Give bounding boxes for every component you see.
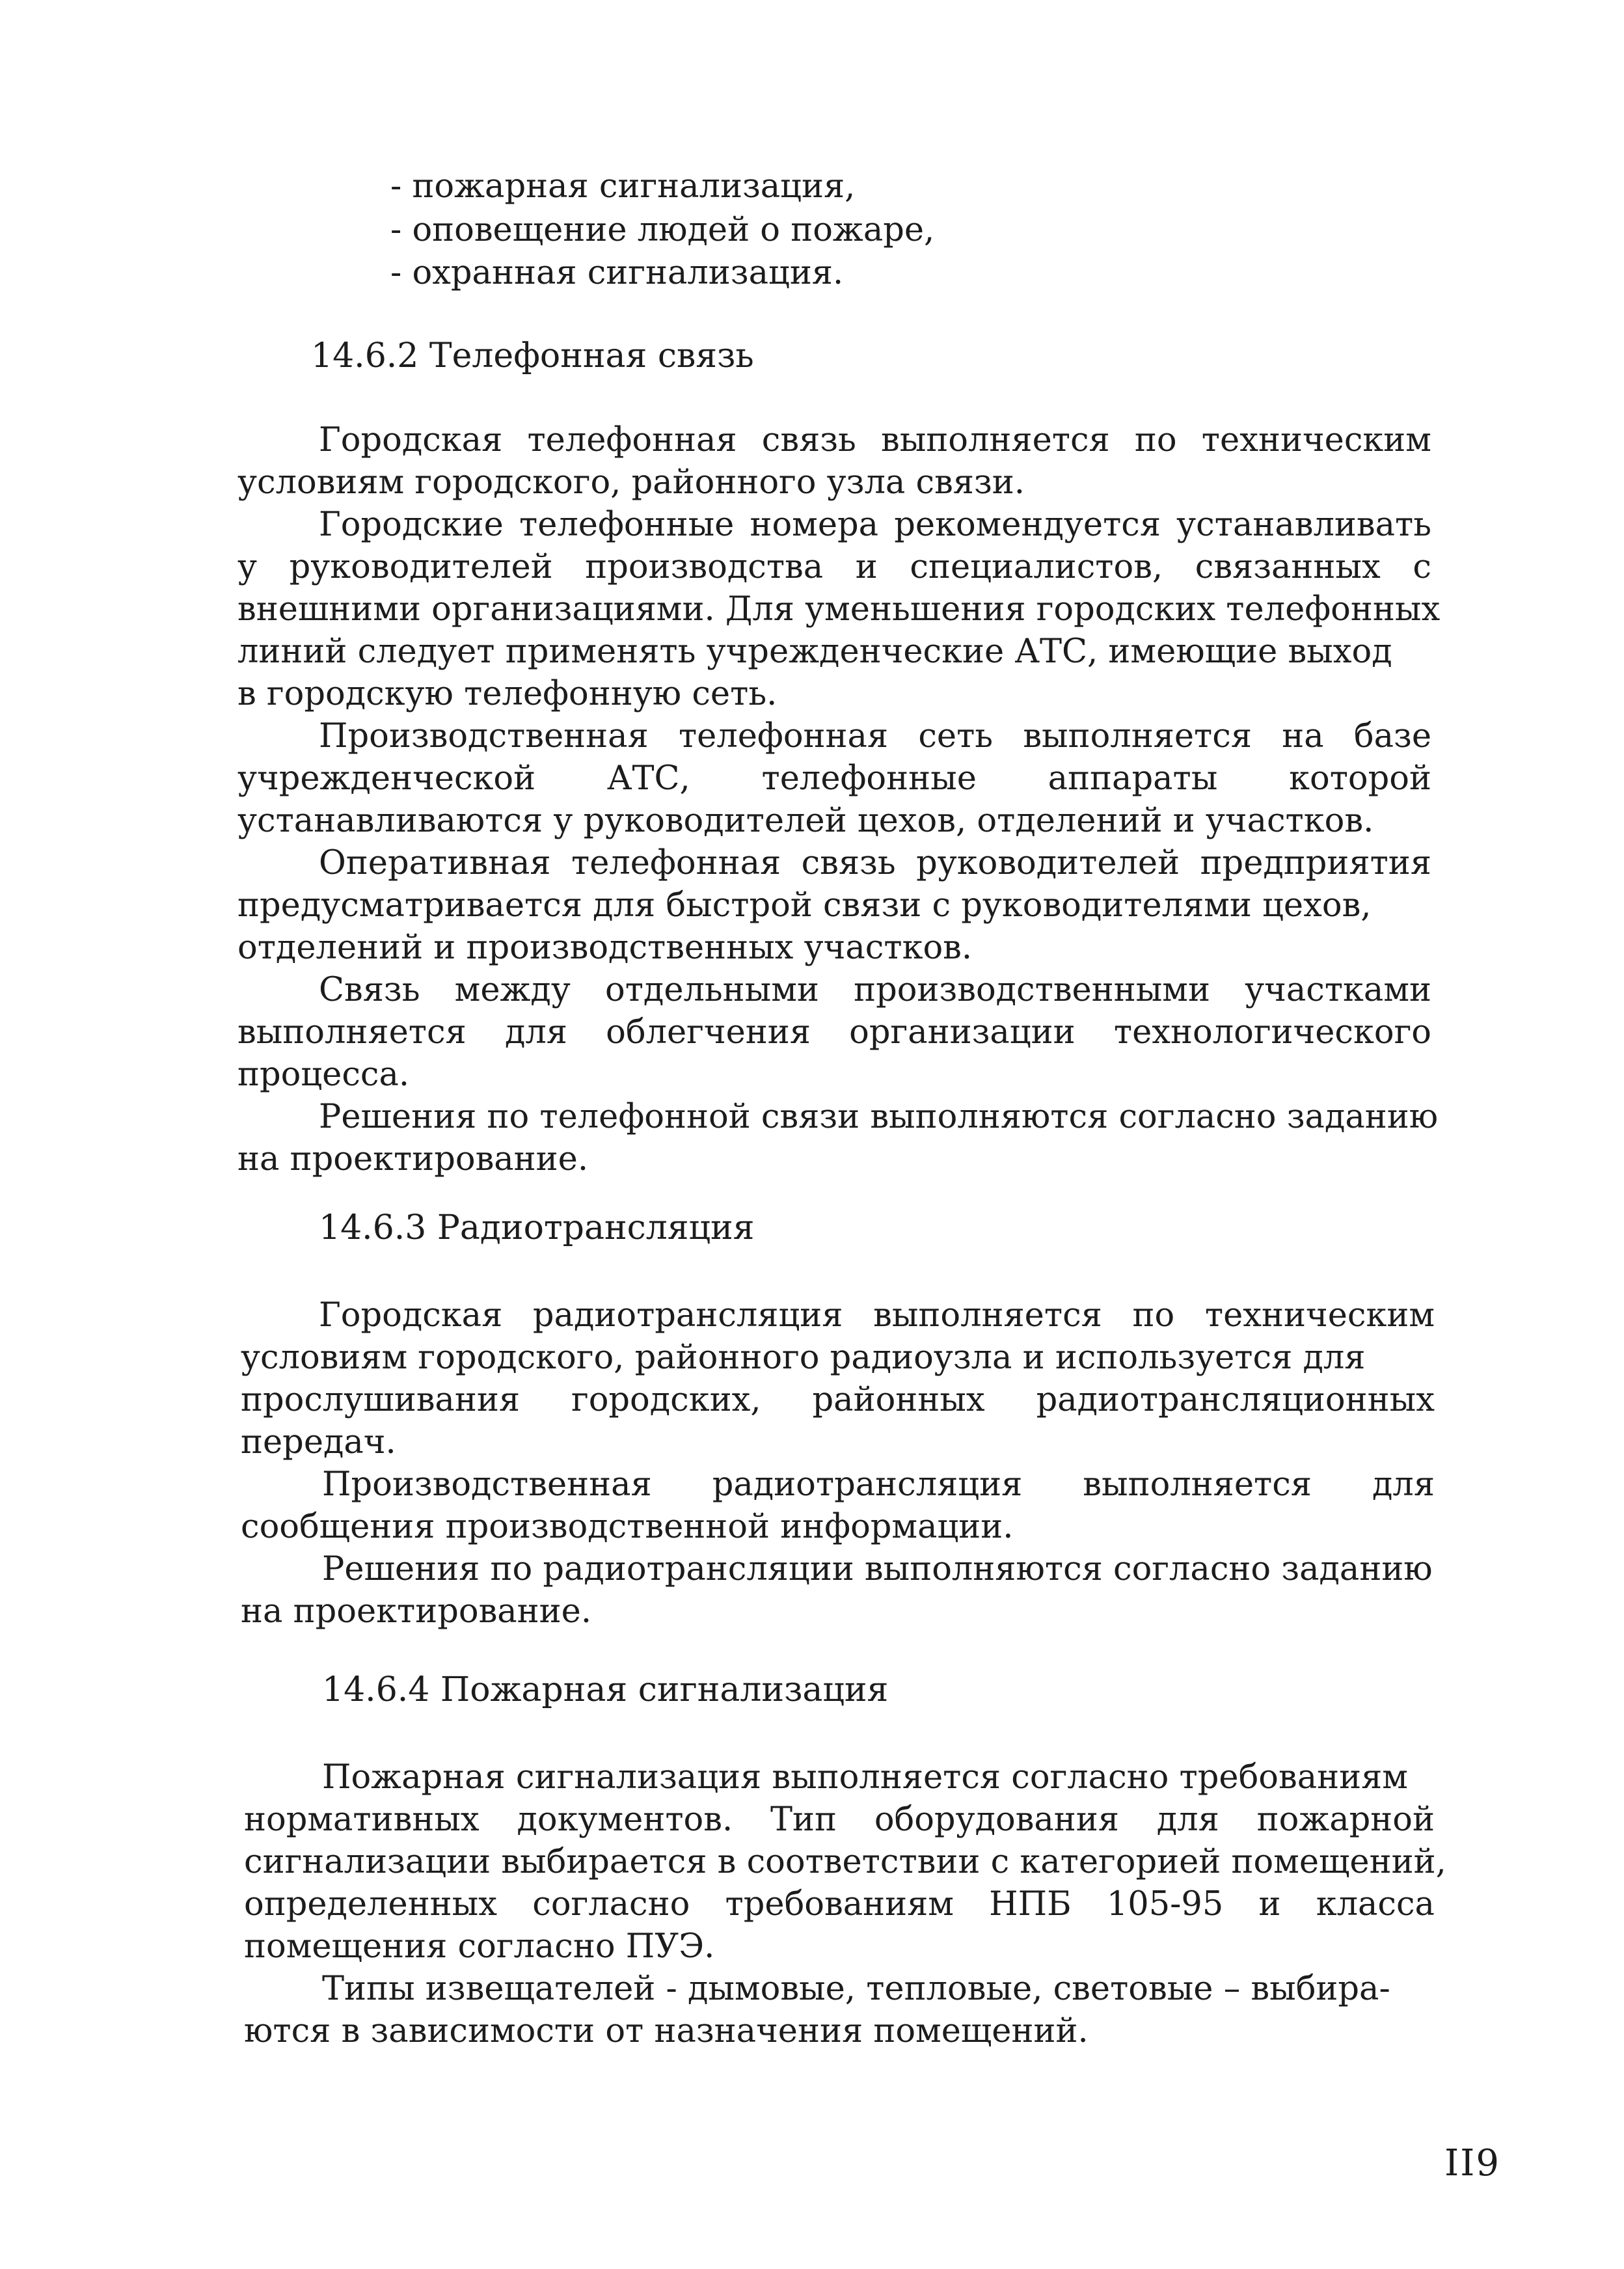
paragraph-line: у руководителей производства и специалистов, связанных с [237, 548, 1431, 586]
paragraph-line: процесса. [237, 1055, 410, 1094]
bullet-item: - охранная сигнализация. [390, 254, 844, 292]
paragraph-line: условиям городского, районного узла связи. [237, 463, 1025, 502]
paragraph-line: Решения по радиотрансляции выполняются согласно заданию [322, 1550, 1433, 1588]
page-number: II9 [1444, 2142, 1500, 2184]
paragraph-line: на проектирование. [237, 1140, 589, 1178]
paragraph-line: предусматривается для быстрой связи с руководителями цехов, [237, 886, 1372, 925]
paragraph-line: ются в зависимости от назначения помещений. [244, 2012, 1089, 2050]
paragraph-line: Городская радиотрансляция выполняется по техническим [319, 1296, 1435, 1335]
paragraph-line: отделений и производственных участков. [237, 929, 973, 967]
paragraph-line: Решения по телефонной связи выполняются согласно заданию [319, 1098, 1439, 1136]
paragraph-line: учрежденческой АТС, телефонные аппараты которой [237, 759, 1431, 798]
paragraph-line: Производственная радиотрансляция выполняется для [322, 1465, 1435, 1504]
section-heading: 14.6.3 Радиотрансляция [319, 1208, 755, 1247]
bullet-item: - пожарная сигнализация, [390, 167, 856, 206]
paragraph-line: Типы извещателей - дымовые, тепловые, световые – выбира- [322, 1970, 1390, 2008]
paragraph-line: выполняется для облегчения организации технологического [237, 1013, 1431, 1052]
paragraph-line: устанавливаются у руководителей цехов, отделений и участков. [237, 802, 1374, 840]
paragraph-line: сигнализации выбирается в соответствии с категорией помещений, [244, 1843, 1446, 1881]
section-heading: 14.6.2 Телефонная связь [311, 336, 754, 375]
paragraph-line: Пожарная сигнализация выполняется согласно требованиям [322, 1758, 1408, 1797]
paragraph-line: передач. [241, 1423, 396, 1461]
paragraph-line: Производственная телефонная сеть выполняется на базе [319, 717, 1431, 755]
paragraph-line: определенных согласно требованиям НПБ 105-95 и класса [244, 1885, 1435, 1923]
section-heading: 14.6.4 Пожарная сигнализация [322, 1670, 889, 1709]
paragraph-line: Городские телефонные номера рекомендуется устанавливать [319, 506, 1431, 544]
paragraph-line: нормативных документов. Тип оборудования для пожарной [244, 1800, 1435, 1839]
paragraph-line: сообщения производственной информации. [241, 1508, 1014, 1546]
paragraph-line: на проектирование. [241, 1592, 592, 1631]
bullet-item: - оповещение людей о пожаре, [390, 211, 935, 249]
paragraph-line: линий следует применять учрежденческие АТС, имеющие выход [237, 632, 1392, 671]
paragraph-line: Связь между отдельными производственными участками [319, 971, 1431, 1009]
paragraph-line: Оперативная телефонная связь руководителей предприятия [319, 844, 1431, 882]
paragraph-line: условиям городского, районного радиоузла и используется для [241, 1338, 1366, 1377]
paragraph-line: Городская телефонная связь выполняется по техническим [319, 421, 1431, 459]
paragraph-line: в городскую телефонную сеть. [237, 675, 778, 713]
paragraph-line: внешними организациями. Для уменьшения городских телефонных [237, 590, 1441, 629]
paragraph-line: прослушивания городских, районных радиотрансляционных [241, 1381, 1435, 1419]
paragraph-line: помещения согласно ПУЭ. [244, 1927, 715, 1966]
